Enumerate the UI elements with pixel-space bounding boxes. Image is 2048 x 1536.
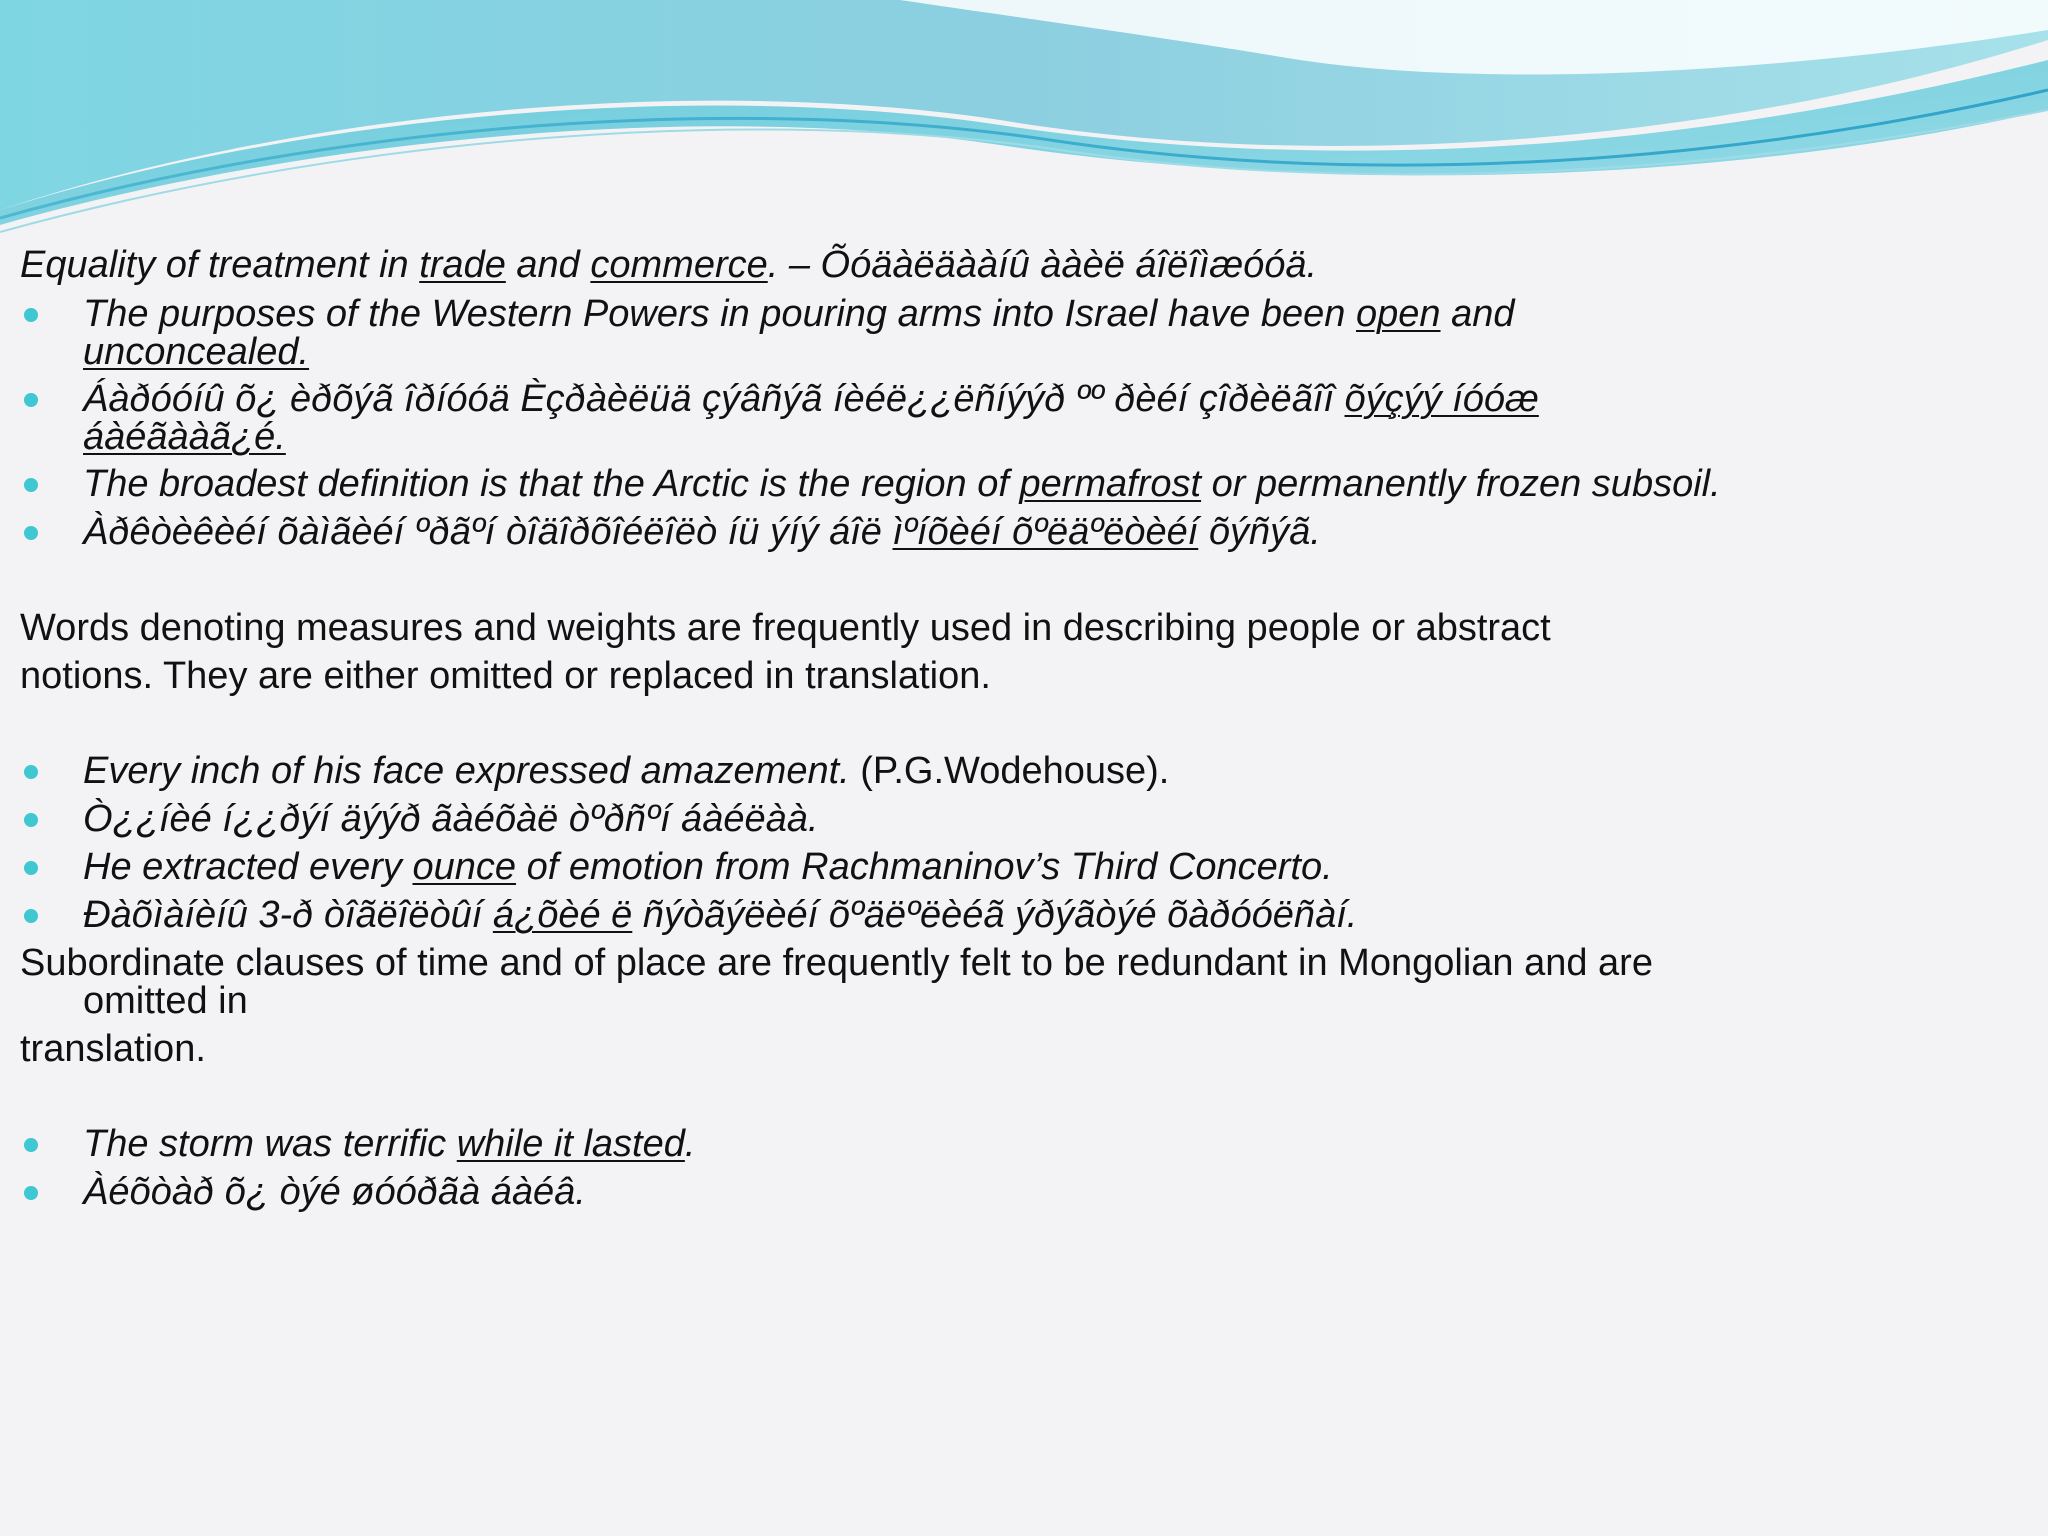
- bullet-4-line1: [83, 513, 1321, 551]
- bullet-10-line1: Àéõòàð õ¿ òýé øóóðãà áàéâ.: [83, 1171, 586, 1213]
- bullet-1-underlined: open: [1355, 293, 1441, 335]
- bullet-2-underlined: õýçýý íóóæ: [1344, 378, 1539, 420]
- bullet-9-underlined: while it lasted: [456, 1123, 685, 1165]
- bullet-dot: [24, 861, 38, 875]
- bullet-4-underlined: ìºíõèéí õºëäºëòèéí: [892, 511, 1199, 553]
- paragraph-2-line1: Subordinate clauses of time and of place are frequently felt to be redundant in Mongolian and are: [20, 942, 1653, 984]
- bullet-2-text: Áàðóóíû õ¿ èðõýã îðíóóä Èçðàèëüä çýâñýã íèéë¿¿ëñíýýð ºº ðèéí çîðèëãîî: [83, 378, 1345, 420]
- bullet-dot: [24, 909, 38, 923]
- bullet-1-text-end: and: [1440, 293, 1515, 335]
- bullet-8-underlined: á¿õèé ë: [492, 894, 633, 936]
- bullet-8-text-end: ñýòãýëèéí õºäëºëèéã ýðýãòýé õàðóóëñàí.: [632, 894, 1358, 936]
- bullet-dot: [24, 526, 38, 540]
- bullet-4-text: Àðêòèêèéí õàìãèéí ºðãºí òîäîðõîéëîëò íü ýíý áîë: [83, 511, 893, 553]
- paragraph-2-line2: omitted in: [83, 980, 248, 1022]
- bullet-1-underlined-2: unconcealed.: [83, 331, 310, 373]
- bullet-7-text-end: of emotion from Rachmaninov’s Third Concerto.: [516, 846, 1333, 888]
- bullet-3-underlined: permafrost: [1019, 463, 1202, 505]
- bullet-dot: [24, 813, 38, 827]
- bullet-dot: [24, 1186, 38, 1200]
- bullet-dot: [24, 393, 38, 407]
- bullet-7-underlined: ounce: [412, 846, 517, 888]
- intro-underlined-commerce: commerce: [590, 244, 768, 286]
- intro-text-part3: . – Õóäàëäààíû ààèë áîëîìæóóä.: [767, 244, 1318, 286]
- bullet-9-text: The storm was terrific: [83, 1123, 457, 1165]
- paragraph-2-line3: translation.: [20, 1028, 206, 1070]
- bullet-4-text-end: õýñýã.: [1198, 511, 1321, 553]
- bullet-2-underlined-2: áàéãààã¿é.: [83, 416, 286, 458]
- bullet-7-line1: [83, 848, 1333, 886]
- bullet-1-line1: [83, 295, 1515, 333]
- bullet-8-text: Ðàõìàíèíû 3-ð òîãëîëòûí: [83, 894, 493, 936]
- bullet-3-line1: [83, 465, 1721, 503]
- bullet-1-text: The purposes of the Western Powers in pouring arms into Israel have been: [83, 293, 1356, 335]
- bullet-6-line1: Ò¿¿íèé í¿¿ðýí äýýð ãàéõàë òºðñºí áàéëàà.: [83, 798, 819, 840]
- bullet-9-line1: [83, 1125, 695, 1163]
- bullet-5-line1: [83, 752, 1169, 790]
- bullet-5-source: (P.G.Wodehouse).: [849, 750, 1170, 792]
- bullet-dot: [24, 478, 38, 492]
- bullet-9-text-end: .: [684, 1123, 696, 1165]
- bullet-2-line1: [83, 380, 1539, 418]
- paragraph-1-line2: notions. They are either omitted or replaced in translation.: [20, 655, 991, 697]
- bullet-2-line2: [83, 418, 286, 456]
- bullet-3-text: The broadest definition is that the Arctic is the region of: [83, 463, 1020, 505]
- paragraph-1-line1: Words denoting measures and weights are frequently used in describing people or abstract: [20, 607, 1551, 649]
- bullet-3-text-end: or permanently frozen subsoil.: [1201, 463, 1721, 505]
- intro-underlined-trade: trade: [419, 244, 506, 286]
- bullet-5-text: Every inch of his face expressed amazement.: [83, 750, 850, 792]
- intro-text-part2: and: [505, 244, 591, 286]
- bullet-dot: [24, 765, 38, 779]
- bullet-7-text: He extracted every: [83, 846, 413, 888]
- bullet-8-line1: [83, 896, 1357, 934]
- intro-text-part1: Equality of treatment in: [20, 244, 420, 286]
- bullet-dot: [24, 308, 38, 322]
- bullet-1-line2: [83, 333, 309, 371]
- intro-line: [20, 245, 1317, 285]
- bullet-dot: [24, 1138, 38, 1152]
